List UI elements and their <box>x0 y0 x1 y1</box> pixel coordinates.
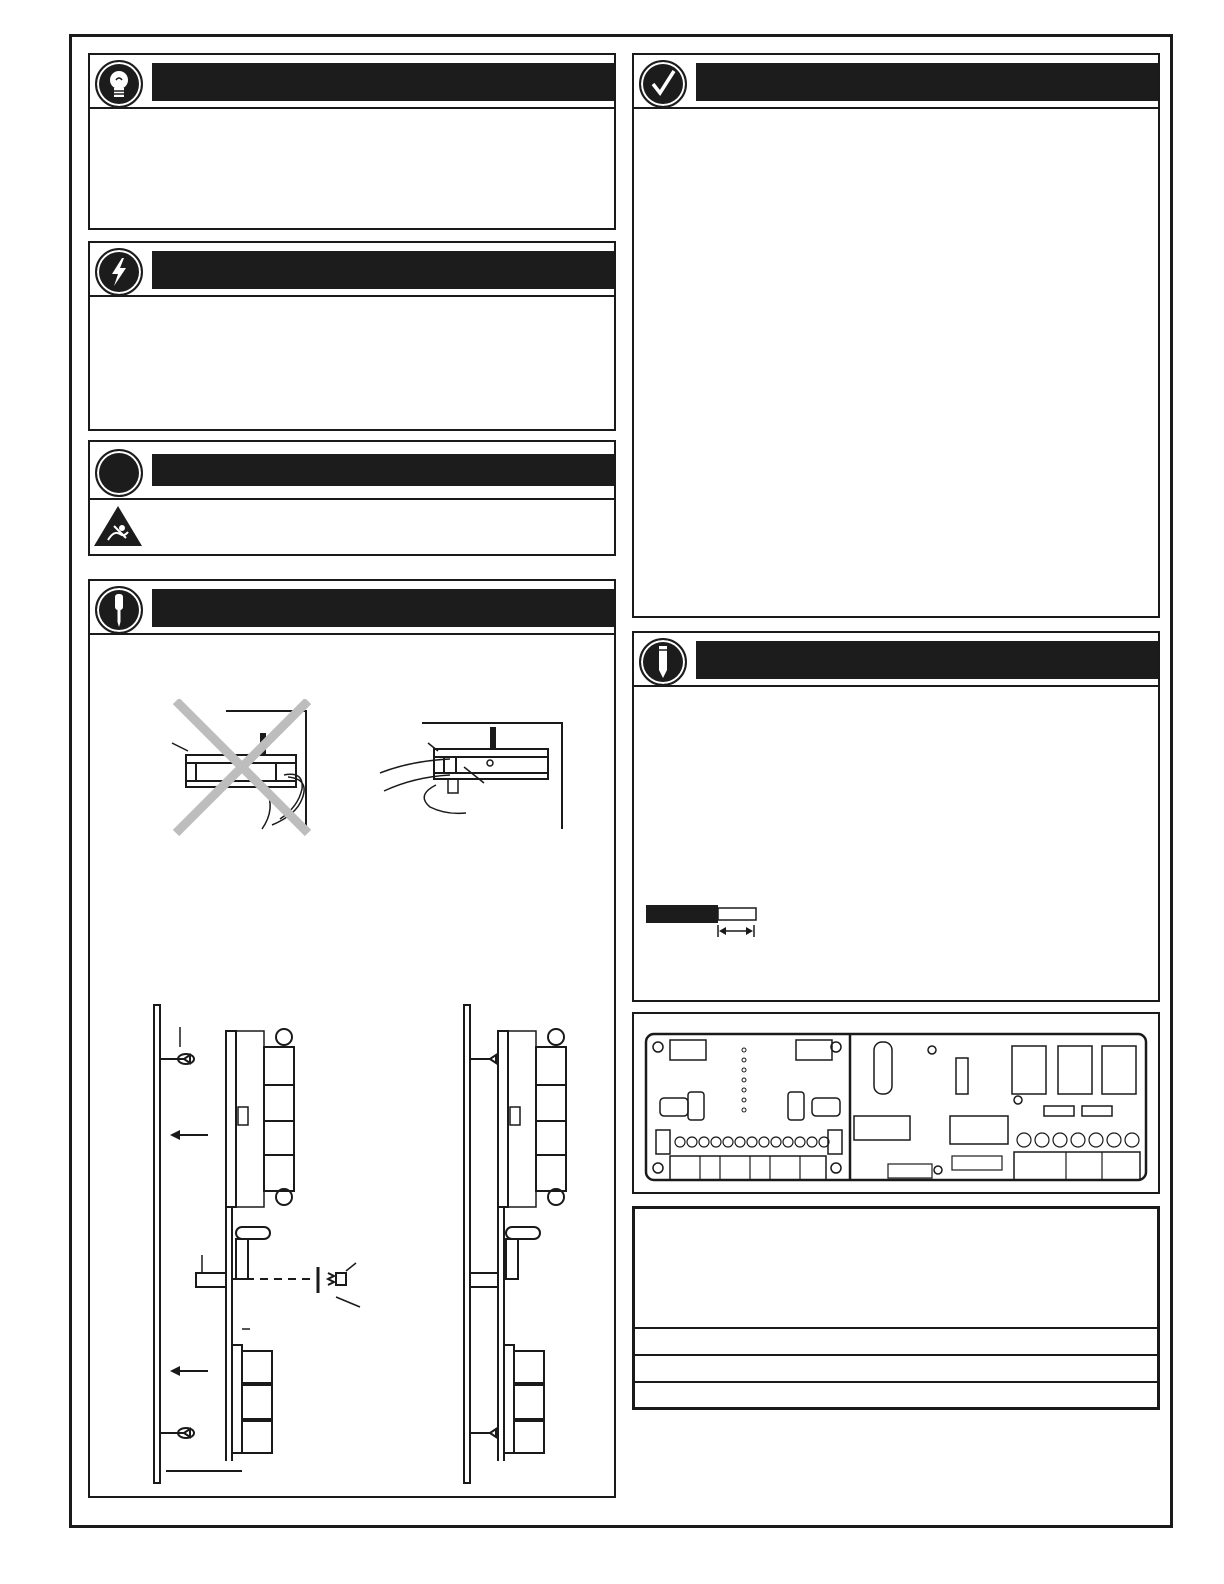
checklist-section <box>632 53 1160 618</box>
lightbulb-icon <box>95 60 143 108</box>
spec-table-header <box>647 1223 1145 1323</box>
checkmark-icon <box>639 60 687 108</box>
installation-section-header <box>90 581 614 635</box>
wiring-section-header <box>634 633 1158 687</box>
high-voltage-section-header <box>90 243 614 297</box>
wire-strip-length-diagram <box>644 903 764 943</box>
circuit-board-section <box>632 1012 1160 1194</box>
spec-table <box>632 1206 1160 1410</box>
installation-section-title <box>152 589 614 627</box>
static-discharge-warning-icon <box>92 504 144 548</box>
checklist-section-title <box>696 63 1158 101</box>
module-mounting-side-view-diagram <box>146 1001 606 1491</box>
lightning-bolt-icon <box>95 248 143 296</box>
installation-section <box>88 579 616 1498</box>
esd-section <box>88 440 616 556</box>
esd-section-title <box>152 454 614 486</box>
spec-table-row <box>635 1381 1157 1410</box>
wire-routing-incorrect-diagram <box>166 699 336 849</box>
wiring-section <box>632 631 1160 1002</box>
esd-section-header <box>90 442 614 500</box>
checklist-section-header <box>634 55 1158 109</box>
pencil-icon <box>639 638 687 686</box>
high-voltage-section <box>88 241 616 431</box>
circuit-board-layout-diagram <box>640 1020 1152 1186</box>
screwdriver-icon <box>95 586 143 634</box>
high-voltage-section-title <box>152 251 614 289</box>
tip-section-title <box>152 63 614 101</box>
wire-routing-correct-diagram <box>376 717 576 847</box>
circle-icon <box>95 449 143 497</box>
spec-table-row <box>635 1327 1157 1356</box>
tip-section <box>88 53 616 230</box>
spec-table-row <box>635 1354 1157 1383</box>
tip-section-header <box>90 55 614 109</box>
wiring-section-title <box>696 641 1158 679</box>
